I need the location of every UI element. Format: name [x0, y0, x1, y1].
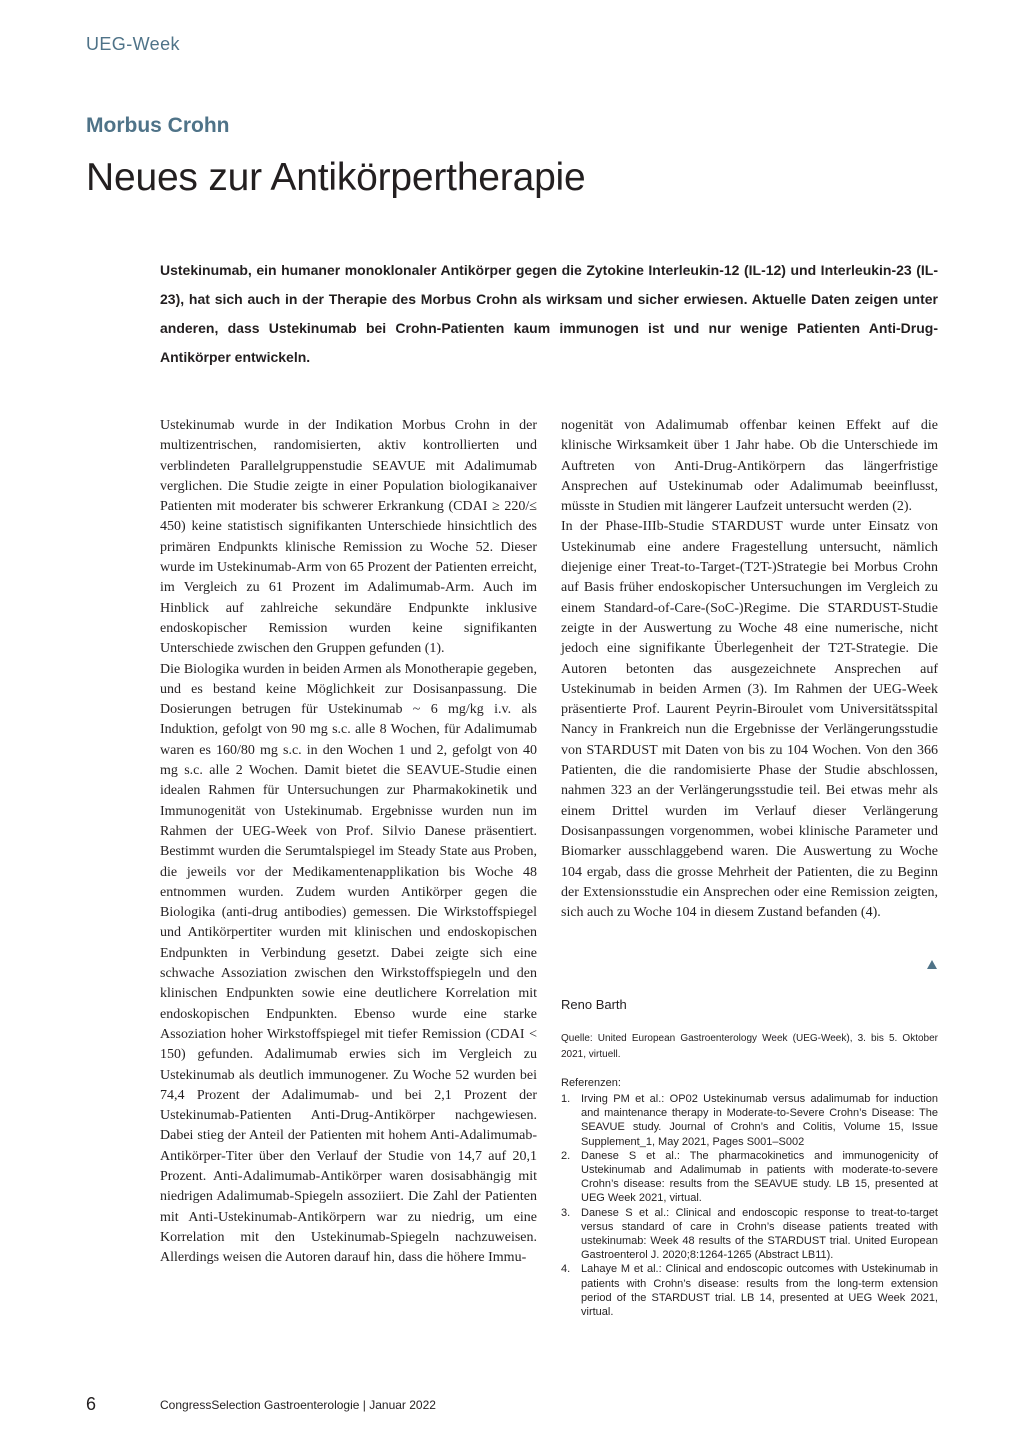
- reference-number: 1.: [561, 1093, 571, 1105]
- reference-item: [561, 1092, 938, 1149]
- reference-item: [561, 1262, 938, 1319]
- references-list: [561, 1092, 938, 1319]
- body-paragraph: nogenität von Adalimumab offenbar keinen Effekt auf die klinische Wirksamkeit über 1 Jahr habe. Ob die Unterschiede im Auftreten von Anti-Drug-Antikörpern das längerfristige Ansprechen auf Ustekinumab oder Adalimumab beeinflusst, müsste in Studien mit längerer Laufzeit untersucht werden (2).: [561, 418, 938, 515]
- article-title: Neues zur Antikörpertherapie: [86, 156, 586, 199]
- references-title: Referenzen:: [561, 1077, 621, 1089]
- body-column-right: [561, 416, 938, 923]
- reference-text: Irving PM et al.: OP02 Ustekinumab versus adalimumab for induction and maintenance therapy in Moderate-to-Severe Crohn’s Disease: The SEAVUE study. Journal of Crohn’s and Colitis, Volume 15, Issue Supplement_1, May 2021, Pages S001–S002: [581, 1093, 938, 1148]
- end-of-article-triangle-icon: [927, 960, 937, 969]
- body-paragraph: Die Biologika wurden in beiden Armen als Monotherapie gegeben, und es bestand keine Möglichkeit zur Dosisanpassung. Die Dosierungen betrugen für Ustekinumab ~ 6 mg/kg i.v. als Induktion, gefolgt von 90 mg s.c. alle 8 Wochen, für Adalimumab waren es 160/80 mg s.c. in den Wochen 1 und 2, gefolgt von 40 mg s.c. alle 2 Wochen. Damit bietet die SEAVUE-Studie einen idealen Rahmen für Untersuchungen zur Pharmakokinetik und Immunogenität von Ustekinumab. Ergebnisse wurden nun im Rahmen der UEG-Week von Prof. Silvio Danese präsentiert. Bestimmt wurden die Serumtalspiegel im Steady State aus Proben, die jeweils vor der Medikamentenapplikation bis Woche 48 entnommen wurden. Zudem wurden Antikörper gegen die Biologika (anti-drug antibodies) gemessen. Die Wirkstoffspiegel und Antikörpertiter wurden mit klinischen und endoskopischen Endpunkten in Verbindung gesetzt. Dabei zeigte sich eine schwache Assoziation zwischen den Wirkstoffspiegeln und den klinischen Endpunkten sowie eine deutlichere Korrelation mit endoskopischen Endpunkten. Ebenso wurde eine starke Assoziation hoher Wirkstoffspiegel mit tiefer Remission (CDAI < 150) gefunden. Adalimumab erwies sich im Vergleich zu Ustekinumab als deutlich immunogener. Zu Woche 52 wurden bei 74,4 Prozent der Adalimumab- und bei 2,1 Prozent der Ustekinumab-Patienten Anti-Drug-Antikörper nachgewiesen. Dabei stieg der Anteil der Patienten mit hohem Anti-Adalimumab-Antikörper-Titer über den Verlauf der Studie von 14,7 auf 20,1 Prozent. Anti-Adalimumab-Antikörper waren dosisabhängig mit niedrigen Adalimumab-Spiegeln assoziiert. Die Zahl der Patienten mit Anti-Ustekinumab-Antikörpern war zu niedrig, um eine Korrelation mit den Ustekinumab-Spiegeln nachzuweisen. Allerdings weisen die Autoren darauf hin, dass die höhere Immu-: [160, 661, 537, 1266]
- footer-publication: CongressSelection Gastroenterologie | Januar 2022: [160, 1398, 436, 1412]
- reference-item: [561, 1149, 938, 1206]
- body-paragraph: Ustekinumab wurde in der Indikation Morbus Crohn in der multizentrischen, randomisierten, aktiv kontrollierten und verblindeten Parallelgruppenstudie SEAVUE mit Adalimumab verglichen. Die Studie zeigte in einer Population biologikanaiver Patienten mit moderater bis schwerer Erkrankung (CDAI ≥ 220/≤ 450) keine statistisch signifikanten Unterschiede hinsichtlich des primären Endpunkts klinische Remission zu Woche 52. Dieser wurde im Ustekinumab-Arm von 65 Prozent der Patienten erreicht, im Vergleich zu 61 Prozent im Adalimumab-Arm. Auch im Hinblick auf zahlreiche sekundäre Endpunkte inklusive endoskopischer Remission wurden keine signifikanten Unterschiede zwischen den Gruppen gefunden (1).: [160, 418, 537, 657]
- reference-number: 3.: [561, 1206, 571, 1219]
- lead-paragraph: Ustekinumab, ein humaner monoklonaler Antikörper gegen die Zytokine Interleukin-12 (IL-12) und Interleukin-23 (IL-23), hat sich auch in der Therapie des Morbus Crohn als wirksam und sicher erwiesen. Aktuelle Daten zeigen unter anderen, dass Ustekinumab bei Crohn-Patienten kaum immunogen ist und nur wenige Patienten Anti-Drug-Antikörper entwickeln.: [160, 262, 938, 365]
- reference-item: [561, 1206, 938, 1263]
- article-rubric: Morbus Crohn: [86, 114, 230, 137]
- author-name: Reno Barth: [561, 997, 627, 1012]
- reference-text: Danese S et al.: Clinical and endoscopic response to treat-to-target versus standard of care in Crohn’s disease patients treated with ustekinumab: Week 48 results of the STARDUST trial. United European Gastroenterol J. 2020;8:1264-1265 (Abstract LB11).: [581, 1206, 938, 1262]
- section-label: UEG-Week: [86, 34, 180, 54]
- source-note: Quelle: United European Gastroenterology Week (UEG-Week), 3. bis 5. Oktober 2021, virtuell.: [561, 1033, 938, 1060]
- body-column-left: [160, 416, 537, 1268]
- reference-text: Lahaye M et al.: Clinical and endoscopic outcomes with Ustekinumab in patients with Crohn’s disease: results from the long-term extension period of the STARDUST trial. LB 14, presented at UEG Week 2021, virtual.: [581, 1263, 938, 1319]
- page-number: 6: [86, 1394, 97, 1414]
- reference-text: Danese S et al.: The pharmacokinetics and immunogenicity of Ustekinumab and Adalimumab in patients with moderate-to-severe Crohn’s disease: results from the SEAVUE study. LB 15, presented at UEG Week 2021, virtual.: [581, 1149, 938, 1205]
- body-paragraph: In der Phase-IIIb-Studie STARDUST wurde unter Einsatz von Ustekinumab eine andere Fragestellung untersucht, nämlich diejenige einer Treat-to-Target-(T2T-)Strategie bei Morbus Crohn auf Basis früher endoskopischer Untersuchungen im Vergleich zu einem Standard-of-Care-(SoC-)Regime. Die STARDUST-Studie zeigte in der Auswertung zu Woche 48 eine numerische, nicht jedoch eine signifikante Überlegenheit der T2T-Strategie. Die Autoren betonten das ausgezeichnete Ansprechen auf Ustekinumab in beiden Armen (3). Im Rahmen der UEG-Week präsentierte Prof. Laurent Peyrin-Biroulet vom Universitätsspital Nancy in Frankreich nun die Ergebnisse der Verlängerungsstudie von STARDUST mit Daten von bis zu 104 Wochen. Von den 366 Patienten, die die randomisierte Phase der Studie abschlossen, nahmen 323 an der Verlängerungsstudie teil. Bei etwas mehr als einem Drittel wurden im Verlauf dieser Verlängerung Dosisanpassungen vorgenommen, wobei klinische Parameter und Biomarker ausschlaggebend waren. Die Auswertung zu Woche 104 ergab, dass die grosse Mehrheit der Patienten, die zu Beginn der Extensionsstudie ein Ansprechen oder eine Remission zeigten, sich auch zu Woche 104 in diesem Zustand befanden (4).: [561, 519, 938, 921]
- reference-number: 4.: [561, 1263, 571, 1276]
- reference-number: 2.: [561, 1149, 571, 1162]
